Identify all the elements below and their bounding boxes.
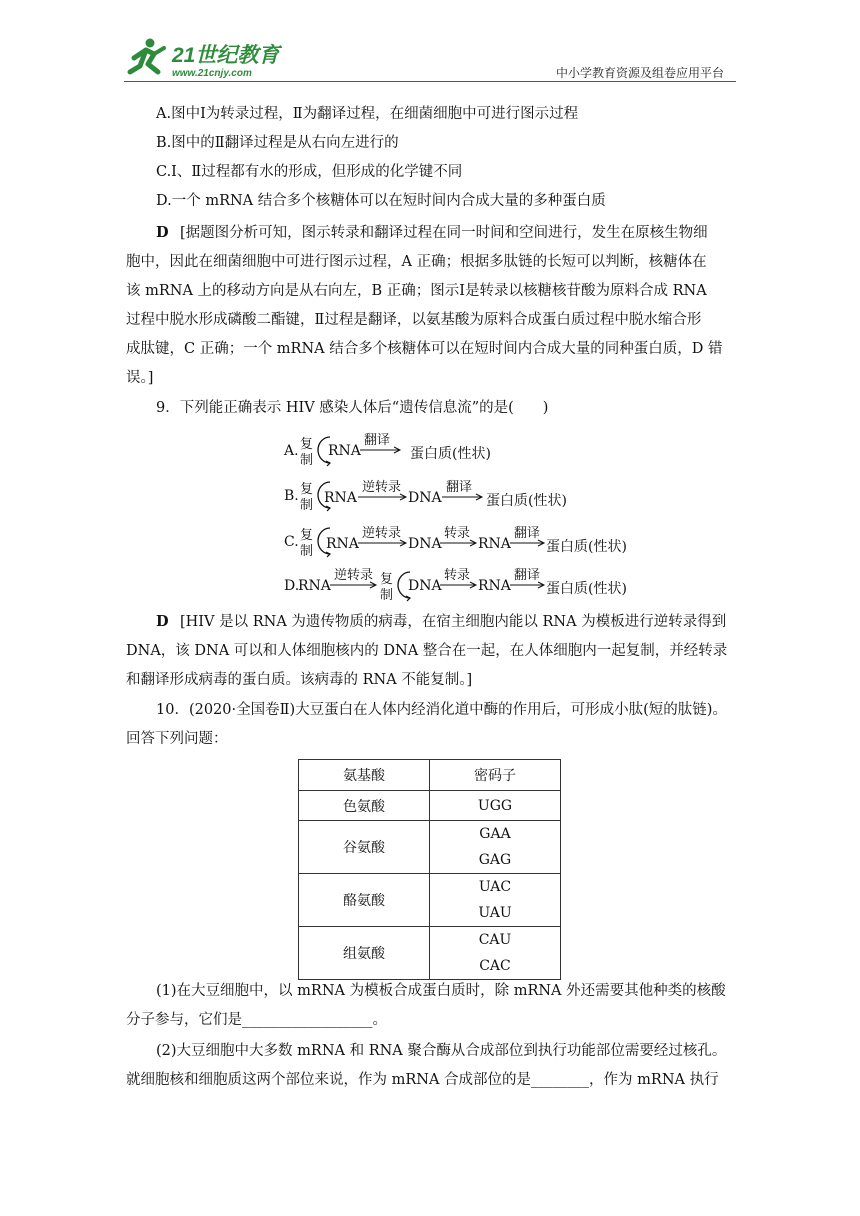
protein-label: 蛋白质(性状)	[546, 581, 627, 597]
transcribe-label: 转录	[444, 568, 471, 583]
replication-label-bottom: 制	[300, 453, 314, 468]
reverse-transcription-label: 逆转录	[334, 568, 374, 583]
translate-label: 翻译	[446, 480, 473, 495]
logo-text: 21世纪教育	[172, 44, 280, 67]
arrow-icon	[358, 492, 408, 502]
dna-label: DNA	[408, 578, 442, 594]
arrow-icon	[358, 538, 408, 548]
translate-label: 翻译	[514, 568, 541, 583]
translate-label: 翻译	[514, 526, 541, 541]
table-row	[299, 927, 561, 980]
logo	[124, 36, 294, 80]
replication-label-top: 复	[300, 528, 314, 543]
platform-name: 中小学教育资源及组卷应用平台	[555, 66, 724, 80]
q8-explanation-line: 胞中，因此在细菌细胞中可进行图示过程，A 正确；根据多肽链的长短可以判断，核糖体在	[126, 254, 707, 270]
option-label: A.	[284, 443, 299, 459]
amino-acid-cell: 色氨酸	[299, 791, 430, 821]
codon-cell	[430, 874, 561, 927]
reverse-transcription-label: 逆转录	[362, 480, 402, 495]
q10-sub1: 分子参与，它们是__________________。	[126, 1012, 387, 1028]
codon: UAC	[478, 879, 512, 895]
codon-cell	[430, 821, 561, 874]
codon: GAG	[478, 852, 512, 868]
q10-sub2: 就细胞核和细胞质这两个部位来说，作为 mRNA 合成部位的是________，作为 mRNA 执行	[126, 1072, 719, 1088]
table-header: 密码子	[430, 760, 561, 791]
rna-label: RNA	[326, 536, 359, 552]
codon: UAU	[478, 905, 512, 921]
q9-explanation-line: DNA，该 DNA 可以和人体细胞核内的 DNA 整合在一起，在人体细胞内一起复制，并经转录	[126, 643, 728, 659]
option-label: D.	[284, 578, 300, 594]
arrow-icon	[360, 445, 402, 455]
page-header	[124, 34, 736, 84]
codon-cell	[430, 927, 561, 980]
q8-explanation-line: 过程中脱水形成磷酸二酯键，Ⅱ过程是翻译，以氨基酸为原料合成蛋白质过程中脱水缩合形	[126, 312, 702, 328]
arrow-icon	[440, 538, 478, 548]
q8-answer-letter: D	[156, 224, 169, 241]
replication-label-top: 复	[380, 572, 394, 587]
header-divider	[124, 81, 736, 82]
replication-label-top: 复	[300, 437, 314, 452]
q8-option-c: C.Ⅰ、Ⅱ过程都有水的形成，但形成的化学键不同	[156, 164, 463, 180]
translate-label: 翻译	[364, 433, 391, 448]
protein-label: 蛋白质(性状)	[546, 539, 627, 555]
option-label: B.	[284, 488, 299, 504]
arrow-icon	[510, 580, 546, 590]
rna-label: RNA	[478, 578, 511, 594]
q8-option-a: A.图中Ⅰ为转录过程，Ⅱ为翻译过程，在细菌细胞中可进行图示过程	[156, 106, 579, 122]
protein-label: 蛋白质(性状)	[410, 446, 491, 462]
amino-acid-cell: 组氨酸	[299, 927, 430, 980]
codon: GAA	[479, 826, 511, 842]
q8-option-d: D.一个 mRNA 结合多个核糖体可以在短时间内合成大量的多种蛋白质	[156, 193, 606, 209]
arrow-icon	[440, 580, 478, 590]
arrow-icon	[442, 492, 484, 502]
q9-explanation-line: [HIV 是以 RNA 为遗传物质的病毒，在宿主细胞内能以 RNA 为模板进行逆转录得到	[180, 614, 727, 630]
q8-explanation-line: 该 mRNA 上的移动方向是从右向左，B 正确；图示Ⅰ是转录以核糖核苷酸为原料合成 RNA	[126, 283, 707, 299]
q9-stem: 9．下列能正确表示 HIV 感染人体后“遗传信息流”的是( )	[156, 400, 549, 416]
codon: CAC	[479, 958, 511, 974]
table-row	[299, 874, 561, 927]
q8-option-b: B.图中的Ⅱ翻译过程是从右向左进行的	[156, 135, 399, 151]
logo-url: www.21cnjy.com	[172, 68, 252, 79]
arrow-icon	[510, 538, 546, 548]
table-header-row	[299, 760, 561, 791]
rna-label: RNA	[328, 443, 361, 459]
q10-sub2: (2)大豆细胞中大多数 mRNA 和 RNA 聚合酶从合成部位到执行功能部位需要经过核孔。	[156, 1043, 727, 1059]
q8-explanation-line: 误。]	[126, 370, 154, 386]
q9-explanation-line: 和翻译形成病毒的蛋白质。该病毒的 RNA 不能复制。]	[126, 672, 473, 688]
table-row	[299, 821, 561, 874]
q9-answer-letter: D	[156, 613, 169, 630]
codon: CAU	[478, 932, 512, 948]
amino-acid-cell: 酪氨酸	[299, 874, 430, 927]
codon-cell: UGG	[430, 791, 561, 821]
protein-label: 蛋白质(性状)	[486, 493, 567, 509]
rna-label: RNA	[324, 490, 357, 506]
rna-label: RNA	[298, 578, 331, 594]
reverse-transcription-label: 逆转录	[362, 526, 402, 541]
arrow-icon	[330, 580, 378, 590]
rna-label: RNA	[478, 536, 511, 552]
q10-sub1: (1)在大豆细胞中，以 mRNA 为模板合成蛋白质时，除 mRNA 外还需要其他种类的核酸	[156, 983, 726, 999]
q8-explanation-line: [据题图分析可知，图示转录和翻译过程在同一时间和空间进行，发生在原核生物细	[180, 225, 708, 241]
amino-acid-cell: 谷氨酸	[299, 821, 430, 874]
option-label: C.	[284, 534, 299, 550]
transcribe-label: 转录	[444, 526, 471, 541]
replication-label-top: 复	[300, 482, 314, 497]
table-row	[299, 791, 561, 821]
dna-label: DNA	[408, 490, 442, 506]
replication-label-bottom: 制	[300, 544, 314, 559]
codon-table	[298, 759, 561, 980]
dna-label: DNA	[408, 536, 442, 552]
replication-label-bottom: 制	[380, 588, 394, 603]
q10-stem: 10．(2020·全国卷Ⅱ)大豆蛋白在人体内经消化道中酶的作用后，可形成小肽(短的肽链)。	[156, 702, 727, 718]
q8-explanation-line: 成肽键，C 正确；一个 mRNA 结合多个核糖体可以在短时间内合成大量的同种蛋白质，D 错	[126, 341, 723, 357]
replication-label-bottom: 制	[300, 498, 314, 513]
table-header: 氨基酸	[299, 760, 430, 791]
q10-stem: 回答下列问题：	[126, 731, 228, 747]
